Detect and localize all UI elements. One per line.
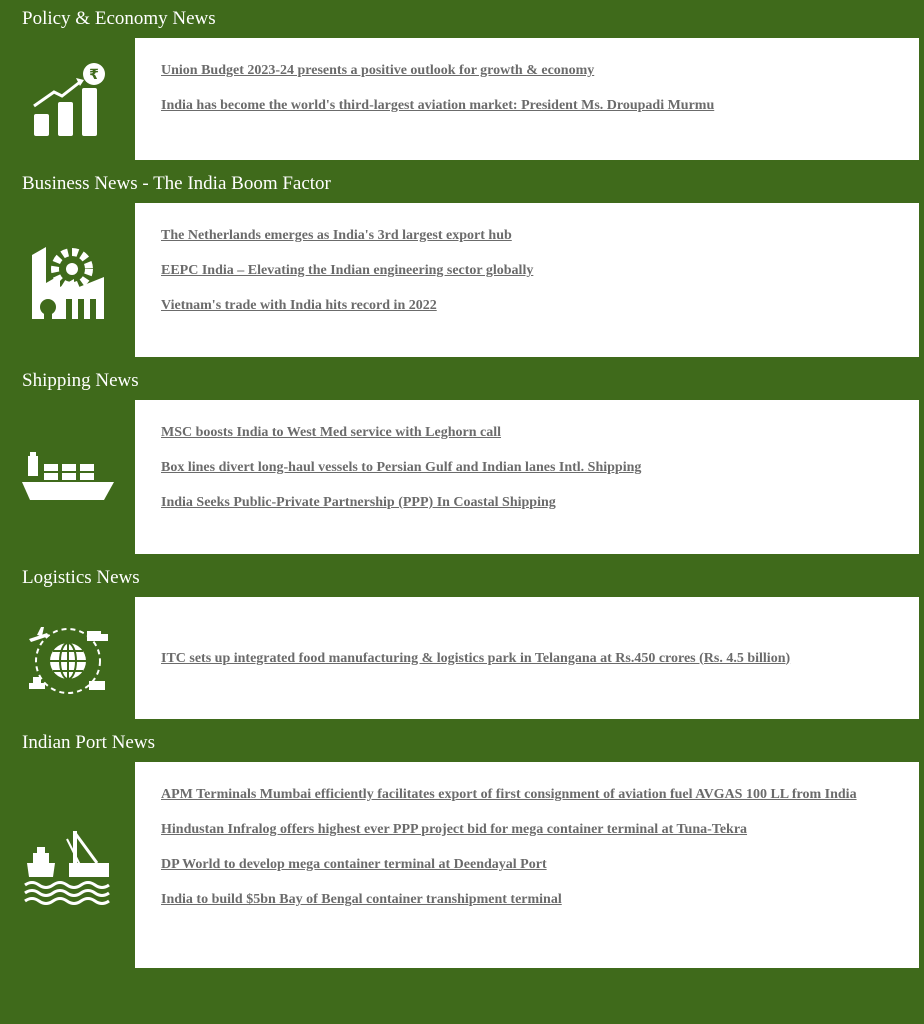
- section-business: [0, 203, 924, 362]
- factory-gear-icon: [0, 203, 135, 362]
- growth-chart-rupee-icon: [0, 38, 135, 165]
- news-link[interactable]: Union Budget 2023-24 presents a positive outlook for growth & economy: [161, 63, 595, 78]
- news-list: [135, 597, 919, 719]
- news-list: [135, 400, 919, 554]
- section-policy-economy: [0, 38, 924, 165]
- news-link[interactable]: EEPC India – Elevating the Indian engineering sector globally: [161, 263, 534, 278]
- news-link[interactable]: ITC sets up integrated food manufacturing & logistics park in Telangana at Rs.450 crores (Rs. 4.5 billion): [161, 650, 791, 666]
- news-link[interactable]: India Seeks Public-Private Partnership (PPP) In Coastal Shipping: [161, 495, 556, 510]
- section-title-logistics: Logistics News: [22, 567, 140, 588]
- news-link[interactable]: India has become the world's third-largest aviation market: President Ms. Droupadi Murmu: [161, 98, 715, 113]
- news-list: [135, 203, 919, 357]
- section-title-indian-port: Indian Port News: [22, 732, 155, 753]
- port-crane-ship-icon: [0, 762, 135, 973]
- section-indian-port: [0, 762, 924, 973]
- svg-text:₹: ₹: [88, 66, 99, 83]
- section-shipping: [0, 400, 924, 559]
- news-link[interactable]: Vietnam's trade with India hits record in 2022: [161, 298, 437, 313]
- section-title-shipping: Shipping News: [22, 370, 139, 391]
- news-link[interactable]: DP World to develop mega container terminal at Deendayal Port: [161, 857, 547, 872]
- section-logistics: [0, 597, 924, 724]
- global-logistics-icon: [0, 597, 135, 724]
- news-link[interactable]: The Netherlands emerges as India's 3rd largest export hub: [161, 228, 512, 243]
- news-list: [135, 762, 919, 968]
- container-ship-icon: [0, 400, 135, 559]
- section-title-policy-economy: Policy & Economy News: [22, 8, 216, 29]
- news-list: [135, 38, 919, 160]
- news-link[interactable]: India to build $5bn Bay of Bengal container transhipment terminal: [161, 892, 562, 907]
- section-title-business: Business News - The India Boom Factor: [22, 173, 331, 194]
- news-link[interactable]: MSC boosts India to West Med service with Leghorn call: [161, 425, 502, 440]
- news-link[interactable]: APM Terminals Mumbai efficiently facilitates export of first consignment of aviation fuel AVGAS 100 LL from India: [161, 787, 857, 802]
- news-link[interactable]: Box lines divert long-haul vessels to Persian Gulf and Indian lanes Intl. Shipping: [161, 460, 642, 475]
- news-link[interactable]: Hindustan Infralog offers highest ever PPP project bid for mega container terminal at Tuna-Tekra: [161, 822, 748, 837]
